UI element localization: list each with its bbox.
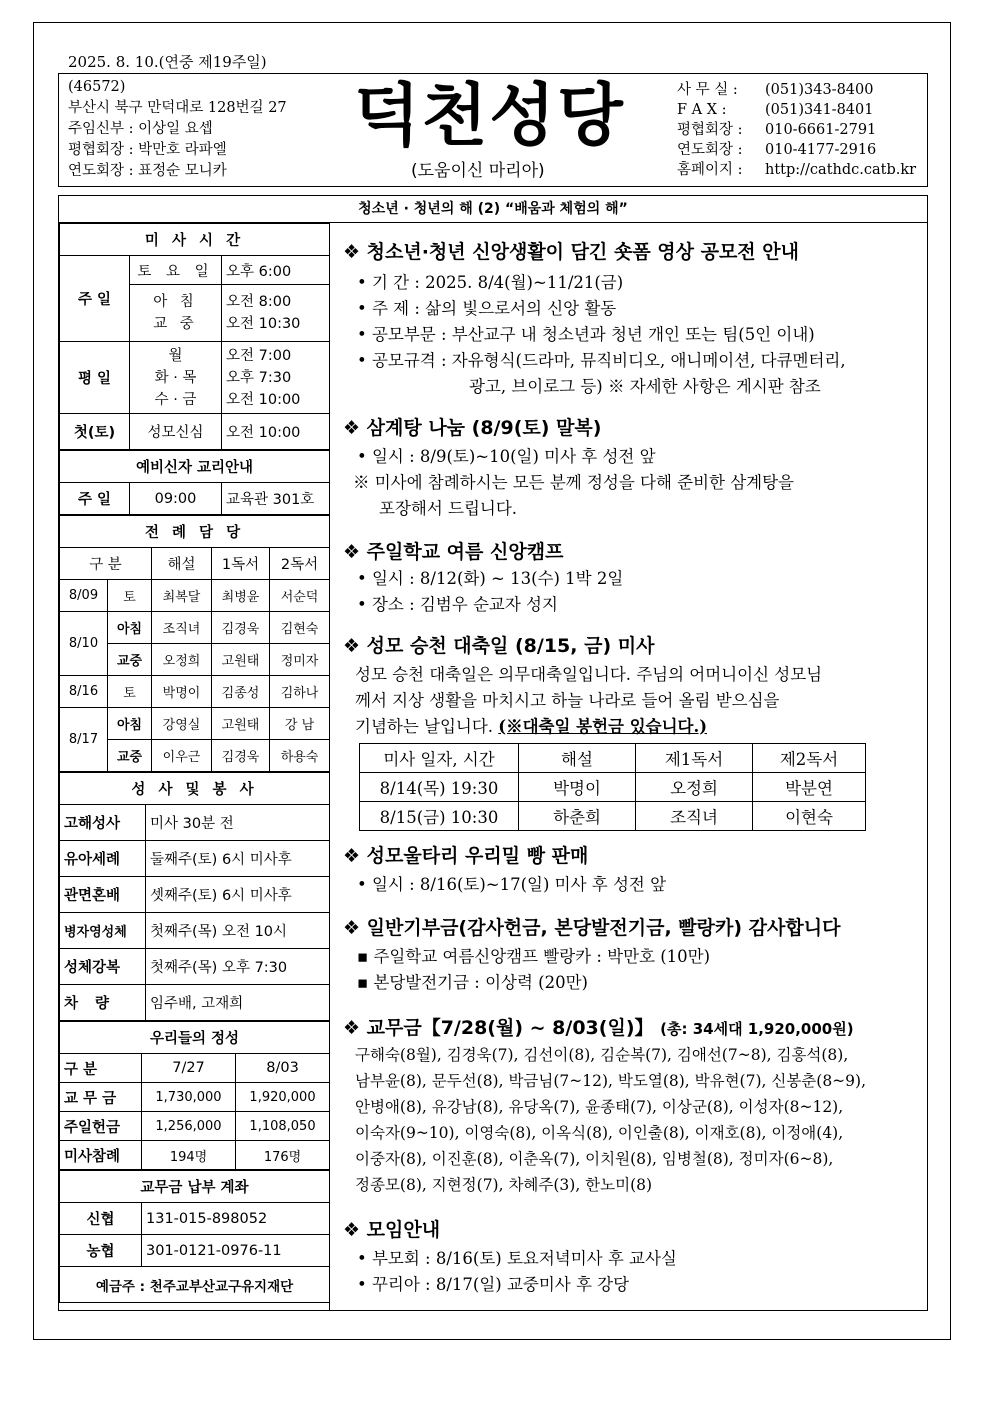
col-header: 2독서	[270, 548, 330, 580]
catechumen-place: 교육관 301호	[222, 483, 330, 515]
account-number: 131-015-898052	[142, 1203, 330, 1235]
sacrament-time: 임주배, 고재희	[146, 985, 330, 1021]
contact-office	[677, 80, 916, 100]
address: 부산시 북구 만덕대로 128번길 27	[68, 100, 287, 116]
saturday-label: 토 요 일	[130, 256, 222, 285]
announcement-line: ▪ 주일학교 여름신앙캠프 빨랑카 : 박만호 (10만)	[357, 947, 711, 966]
contact-label: 연도회장 :	[677, 142, 743, 158]
announcement-line: • 일시 : 8/9(토)~10(일) 미사 후 성전 앞	[357, 447, 656, 466]
section-title: 전 례 담 당	[60, 516, 330, 548]
liturgy-date: 8/17	[60, 708, 108, 772]
mass-reader1: 조직녀	[636, 802, 753, 831]
parish-address-block	[68, 77, 287, 182]
col-header: 미사 일자, 시간	[360, 744, 519, 773]
liturgy-table	[59, 515, 330, 772]
liturgy-reader2: 강 남	[270, 708, 330, 740]
liturgy-commentator: 최복달	[152, 580, 212, 612]
sacrament-name: 성체강복	[60, 949, 146, 985]
announcement-heading: ❖ 주일학교 여름 신앙캠프	[343, 541, 564, 563]
weekday-label: 평 일	[60, 342, 130, 414]
announcement-line: • 주 제 : 삶의 빛으로서의 신앙 활동	[357, 299, 617, 318]
section-title: 미 사 시 간	[60, 224, 330, 256]
sacrament-time: 미사 30분 전	[146, 805, 330, 841]
dues-line: 안병애(8), 유강남(8), 유당옥(7), 윤종태(7), 이상군(8), 이성자(8~12),	[355, 1098, 844, 1116]
liturgy-reader1: 김경욱	[212, 740, 270, 772]
contact-value: (051)343-8400	[765, 82, 874, 98]
parish-title: 덕천성당	[354, 77, 625, 156]
header-box	[58, 73, 928, 187]
announcement-line: ※ 미사에 참례하시는 모든 분께 정성을 다해 준비한 삼계탕을	[353, 473, 794, 492]
contact-value: 010-6661-2791	[765, 122, 877, 138]
offering-amount: 1,920,000	[236, 1083, 330, 1112]
announcement-line	[355, 713, 707, 737]
offering-amount: 1,256,000	[142, 1112, 236, 1141]
catechumen-table	[59, 450, 330, 515]
announcement-line: 포장해서 드립니다.	[379, 499, 518, 518]
col-header: 구 분	[60, 1054, 142, 1083]
announcement-line: 광고, 브이로그 등) ※ 자세한 사항은 게시판 참조	[469, 377, 821, 396]
sacrament-name: 고해성사	[60, 805, 146, 841]
offering-amount: 194명	[142, 1141, 236, 1170]
col-header: 제1독서	[636, 744, 753, 773]
sacrament-time: 둘째주(토) 6시 미사후	[146, 841, 330, 877]
liturgy-type: 아침	[108, 612, 152, 644]
main-label: 교 중	[153, 316, 198, 332]
left-column	[59, 223, 330, 1310]
liturgy-reader1: 고원태	[212, 644, 270, 676]
catechumen-day: 주 일	[60, 483, 130, 515]
bulletin-date: 2025. 8. 10.(연중 제19주일)	[68, 53, 267, 71]
liturgy-commentator: 강영실	[152, 708, 212, 740]
mass-reader1: 오정희	[636, 773, 753, 802]
mass-times-table	[59, 223, 330, 450]
announcement-heading	[343, 1013, 854, 1040]
assumption-mass-table	[359, 743, 866, 831]
offering-table	[59, 1021, 330, 1170]
offering-amount: 176명	[236, 1141, 330, 1170]
liturgy-type: 교중	[108, 644, 152, 676]
sacrament-name: 병자영성체	[60, 913, 146, 949]
parish-subtitle: (도움이신 마리아)	[411, 161, 545, 181]
liturgy-type: 교중	[108, 740, 152, 772]
liturgy-reader1: 고원태	[212, 708, 270, 740]
sacraments-table	[59, 772, 330, 1021]
section-title: 예비신자 교리안내	[60, 451, 330, 483]
offering-amount: 1,730,000	[142, 1083, 236, 1112]
homepage-link[interactable]: http://cathdc.catb.kr	[765, 162, 917, 178]
dues-line: 남부윤(8), 문두선(8), 박금님(7~12), 박도열(8), 박유현(7), 신봉춘(8~9),	[355, 1072, 867, 1090]
contact-value: 010-4177-2916	[765, 142, 877, 158]
mass-commentator: 박명이	[519, 773, 636, 802]
col-header: 구 분	[60, 548, 152, 580]
weekday-3-time: 오전 10:00	[226, 391, 301, 408]
sacrament-name: 관면혼배	[60, 877, 146, 913]
contact-council	[677, 120, 916, 140]
bank-name: 농협	[60, 1235, 142, 1267]
contact-label: 평협회장 :	[677, 122, 743, 138]
pastor: 주임신부 : 이상일 요셉	[68, 121, 213, 137]
first-saturday-time: 오전 10:00	[222, 414, 330, 450]
announcement-line: • 공모부문 : 부산교구 내 청소년과 청년 개인 또는 팀(5인 이내)	[357, 325, 815, 344]
dues-line: 구해숙(8월), 김경욱(7), 김선이(8), 김순복(7), 김애선(7~8), 김홍석(8),	[355, 1046, 849, 1064]
yeondo-president: 연도회장 : 표정순 모니카	[68, 163, 227, 179]
announcement-line: • 부모회 : 8/16(토) 토요저녁미사 후 교사실	[357, 1249, 677, 1268]
dues-line: 이숙자(9~10), 이영숙(8), 이옥식(8), 이인출(8), 이재호(8), 이정애(4),	[355, 1124, 844, 1142]
bank-name: 신협	[60, 1203, 142, 1235]
announcement-heading: ❖ 모임안내	[343, 1219, 441, 1241]
first-saturday-name: 성모신심	[130, 414, 222, 450]
contact-fax	[677, 100, 916, 120]
main-time: 오전 10:30	[226, 316, 301, 332]
liturgy-date: 8/09	[60, 580, 108, 612]
col-header: 8/03	[236, 1054, 330, 1083]
announcement-line: • 공모규격 : 자유형식(드라마, 뮤직비디오, 애니메이션, 다큐멘터리,	[357, 351, 846, 370]
offering-type: 교 무 금	[60, 1083, 142, 1112]
mass-reader2: 박분연	[753, 773, 866, 802]
weekday-1-time: 오전 7:00	[226, 347, 292, 364]
contact-label: F A X :	[677, 102, 727, 118]
col-header: 제2독서	[753, 744, 866, 773]
announcement-line: ▪ 본당발전기금 : 이상력 (20만)	[357, 973, 588, 992]
postal-code: (46572)	[68, 79, 126, 95]
announcement-line: • 일시 : 8/12(화) ~ 13(수) 1박 2일	[357, 569, 624, 588]
offering-type: 미사참례	[60, 1141, 142, 1170]
weekday-2-time: 오후 7:30	[226, 369, 292, 386]
announcement-line: • 기 간 : 2025. 8/4(월)~11/21(금)	[357, 273, 624, 292]
announcement-text: 기념하는 날입니다.	[355, 717, 494, 736]
section-title: 교무금 납부 계좌	[60, 1171, 330, 1203]
liturgy-reader1: 최병윤	[212, 580, 270, 612]
liturgy-commentator: 이우근	[152, 740, 212, 772]
sunday-label: 주 일	[60, 256, 130, 342]
contact-label: 사 무 실 :	[677, 82, 738, 98]
sacrament-time: 첫째주(목) 오후 7:30	[146, 949, 330, 985]
contact-yeondo	[677, 140, 916, 160]
liturgy-reader1: 김종성	[212, 676, 270, 708]
announcement-heading: ❖ 성모 승천 대축일 (8/15, 금) 미사	[343, 635, 655, 657]
mass-date-time: 8/15(금) 10:30	[360, 802, 519, 831]
announcement-line: • 꾸리아 : 8/17(일) 교중미사 후 강당	[357, 1275, 630, 1294]
liturgy-commentator: 박명이	[152, 676, 212, 708]
catechumen-time: 09:00	[130, 483, 222, 515]
col-header: 1독서	[212, 548, 270, 580]
liturgy-date: 8/16	[60, 676, 108, 708]
liturgy-date: 8/10	[60, 612, 108, 676]
weekday-1: 월	[168, 347, 183, 364]
section-title: 성 사 및 봉 사	[60, 773, 330, 805]
dues-total: (총: 34세대 1,920,000원)	[660, 1020, 854, 1038]
morning-label: 아 침	[153, 294, 198, 310]
dues-line: 정종모(8), 지현정(7), 차혜주(3), 한노미(8)	[355, 1176, 653, 1194]
sacrament-name: 유아세례	[60, 841, 146, 877]
mass-date-time: 8/14(목) 19:30	[360, 773, 519, 802]
offering-amount: 1,108,050	[236, 1112, 330, 1141]
col-header: 해설	[152, 548, 212, 580]
sacrament-name: 차 량	[60, 985, 146, 1021]
liturgy-reader2: 서순덕	[270, 580, 330, 612]
saturday-time: 오후 6:00	[222, 256, 330, 285]
announcement-line: • 장소 : 김범우 순교자 성지	[357, 595, 558, 614]
sacrament-time: 셋째주(토) 6시 미사후	[146, 877, 330, 913]
section-title: 우리들의 정성	[60, 1022, 330, 1054]
announcement-line: • 일시 : 8/16(토)~17(일) 미사 후 성전 앞	[357, 875, 667, 894]
liturgy-commentator: 조직녀	[152, 612, 212, 644]
morning-time: 오전 8:00	[226, 294, 292, 310]
sacrament-time: 첫째주(목) 오전 10시	[146, 913, 330, 949]
account-holder: 예금주 : 천주교부산교구유지재단	[60, 1267, 330, 1303]
col-header: 해설	[519, 744, 636, 773]
liturgy-reader2: 김현숙	[270, 612, 330, 644]
liturgy-type: 아침	[108, 708, 152, 740]
liturgy-reader1: 김경욱	[212, 612, 270, 644]
contact-block	[677, 80, 916, 180]
announcement-heading: ❖ 청소년·청년 신앙생활이 담긴 숏폼 영상 공모전 안내	[343, 241, 799, 263]
col-header: 7/27	[142, 1054, 236, 1083]
weekday-3: 수 · 금	[154, 391, 197, 408]
announcement-line: 께서 지상 생활을 마치시고 하늘 나라로 들어 올림 받으심을	[355, 691, 780, 710]
offering-type: 주일헌금	[60, 1112, 142, 1141]
announcement-heading: ❖ 성모울타리 우리밀 빵 판매	[343, 845, 589, 867]
account-table	[59, 1170, 330, 1303]
liturgy-type: 토	[108, 580, 152, 612]
contact-homepage	[677, 160, 916, 180]
contact-value: (051)341-8401	[765, 102, 874, 118]
weekday-2: 화 · 목	[154, 369, 197, 386]
liturgy-commentator: 오정희	[152, 644, 212, 676]
offering-notice: (※대축일 봉헌금 있습니다.)	[498, 717, 708, 736]
announcement-heading: ❖ 일반기부금(감사헌금, 본당발전기금, 빨랑카) 감사합니다	[343, 917, 841, 939]
announcement-line: 성모 승천 대축일은 의무대축일입니다. 주님의 어머니이신 성모님	[355, 665, 823, 684]
first-saturday-label: 첫(토)	[60, 414, 130, 450]
liturgy-reader2: 김하나	[270, 676, 330, 708]
liturgy-type: 토	[108, 676, 152, 708]
announcement-heading: ❖ 삼계탕 나눔 (8/9(토) 말복)	[343, 417, 602, 439]
liturgy-reader2: 하용숙	[270, 740, 330, 772]
contact-label: 홈페이지 :	[677, 162, 743, 178]
account-number: 301-0121-0976-11	[142, 1235, 330, 1267]
announcement-title: ❖ 교무금【7/28(월) ~ 8/03(일)】	[343, 1017, 654, 1039]
content-body	[58, 223, 928, 1311]
liturgy-reader2: 정미자	[270, 644, 330, 676]
council-president: 평협회장 : 박만호 라파엘	[68, 142, 227, 158]
year-theme: 청소년 · 청년의 해 (2) “배움과 체험의 해”	[58, 195, 928, 223]
mass-reader2: 이현숙	[753, 802, 866, 831]
mass-commentator: 하춘희	[519, 802, 636, 831]
dues-line: 이중자(8), 이진훈(8), 이춘옥(7), 이치원(8), 임병철(8), 정미자(6~8),	[355, 1150, 834, 1168]
